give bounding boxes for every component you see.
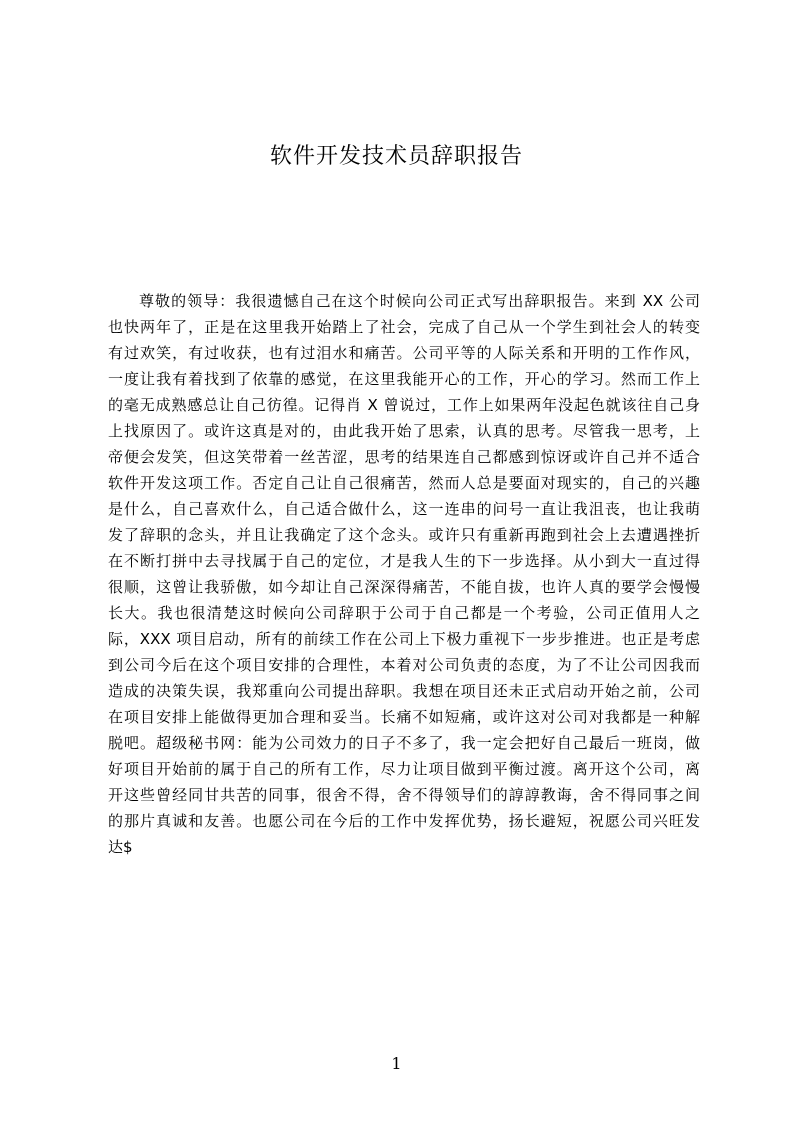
body-line: 达$ [108, 838, 133, 856]
page-number: 1 [391, 1054, 402, 1073]
document-body [108, 288, 700, 860]
body-line: 一度让我有着找到了依靠的感觉，在这里我能开心的工作，开心的学习。然而工作上 [108, 370, 700, 388]
body-line: 尊敬的领导：我很遗憾自己在这个时候向公司正式写出辞职报告。来到 XX 公司 [139, 292, 700, 310]
body-line: 的毫无成熟感总让自己彷徨。记得肖 X 曾说过，工作上如果两年没起色就该往自己身 [108, 396, 700, 414]
body-line: 也快两年了，正是在这里我开始踏上了社会，完成了自己从一个学生到社会人的转变 [108, 318, 700, 336]
body-line: 的那片真诚和友善。也愿公司在今后的工作中发挥优势，扬长避短，祝愿公司兴旺发 [108, 812, 700, 830]
body-line: 到公司今后在这个项目安排的合理性，本着对公司负责的态度，为了不让公司因我而 [108, 656, 700, 674]
body-line: 在不断打拼中去寻找属于自己的定位，才是我人生的下一步选择。从小到大一直过得 [108, 552, 700, 570]
body-line: 发了辞职的念头，并且让我确定了这个念头。或许只有重新再跑到社会上去遭遇挫折 [108, 526, 700, 544]
body-line: 脱吧。超级秘书网：能为公司效力的日子不多了，我一定会把好自己最后一班岗，做 [108, 734, 700, 752]
document-title: 软件开发技术员辞职报告 [269, 144, 523, 169]
body-line: 很顺，这曾让我骄傲，如今却让自己深深得痛苦，不能自拔，也许人真的要学会慢慢 [108, 578, 700, 596]
body-line: 软件开发这项工作。否定自己让自己很痛苦，然而人总是要面对现实的，自己的兴趣 [108, 474, 700, 492]
body-line: 开这些曾经同甘共苦的同事，很舍不得，舍不得领导们的諄諄教诲，舍不得同事之间 [108, 786, 700, 804]
body-line: 好项目开始前的属于自己的所有工作，尽力让项目做到平衡过渡。离开这个公司，离 [108, 760, 700, 778]
body-line: 上找原因了。或许这真是对的，由此我开始了思索，认真的思考。尽管我一思考，上 [108, 422, 700, 440]
body-line: 是什么，自己喜欢什么，自己适合做什么，这一连串的问号一直让我沮丧，也让我萌 [108, 500, 700, 518]
body-line: 帝便会发笑，但这笑带着一丝苦涩，思考的结果连自己都感到惊讶或许自己并不适合 [108, 448, 700, 466]
body-line: 际，XXX 项目启动，所有的前续工作在公司上下极力重视下一步步推进。也正是考虑 [108, 630, 700, 648]
body-line: 造成的决策失误，我郑重向公司提出辞职。我想在项目还未正式启动开始之前，公司 [108, 682, 700, 700]
body-line: 在项目安排上能做得更加合理和妥当。长痛不如短痛，或许这对公司对我都是一种解 [108, 708, 700, 726]
body-line: 有过欢笑，有过收获，也有过泪水和痛苦。公司平等的人际关系和开明的工作作风， [108, 344, 700, 362]
body-line: 长大。我也很清楚这时候向公司辞职于公司于自己都是一个考验，公司正值用人之 [108, 604, 700, 622]
